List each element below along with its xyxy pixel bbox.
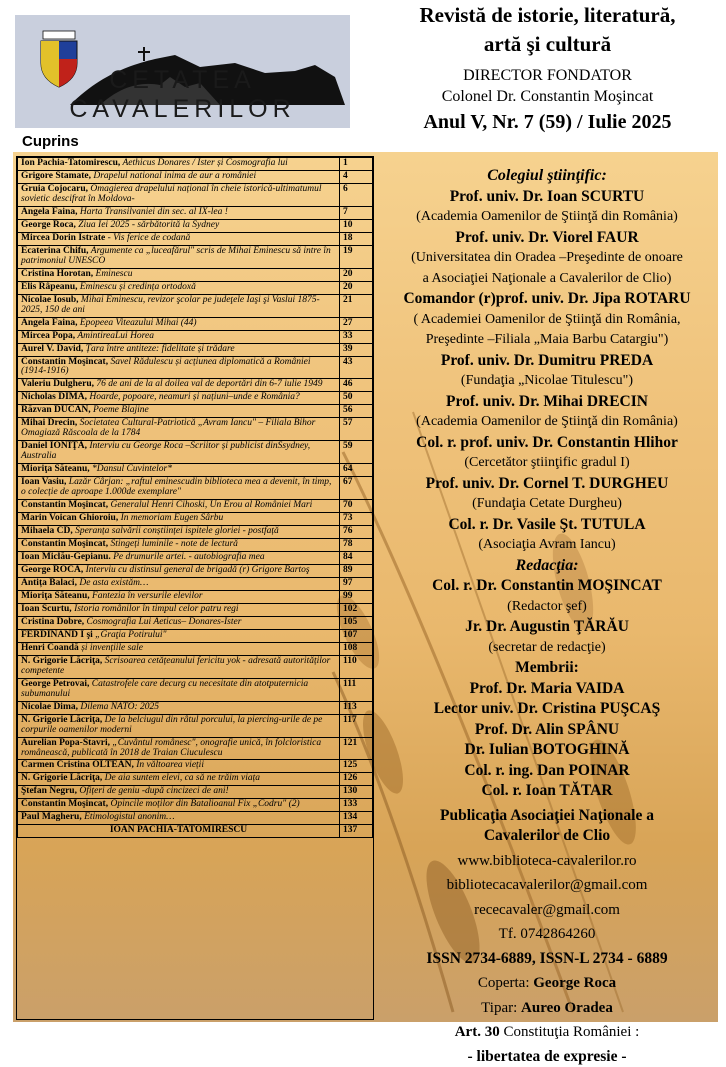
logo-title: CETATEA CAVALERILOR <box>15 66 350 124</box>
toc-entry <box>18 616 340 629</box>
toc-row <box>18 464 373 477</box>
toc-entry <box>18 500 340 513</box>
toc-page-number: 39 <box>340 343 373 356</box>
toc-row <box>18 158 373 171</box>
board-member-line: (Cercetător ştiinţific gradul I) <box>378 453 716 474</box>
toc-title: Interviu cu distinsul general de brigadă (r) Grigore Bartoş <box>83 565 309 575</box>
toc-row <box>18 477 373 500</box>
toc-entry <box>18 405 340 418</box>
toc-author: Ioan Vasiu, <box>21 477 66 487</box>
toc-row <box>18 500 373 513</box>
toc-row <box>18 642 373 655</box>
toc-page-number: 21 <box>340 294 373 317</box>
director-label: DIRECTOR FONDATOR <box>375 65 720 86</box>
toc-page-number: 76 <box>340 526 373 539</box>
article-text: Constituţia României : <box>500 1024 640 1040</box>
toc-title: Poeme Blajine <box>91 405 149 415</box>
toc-entry <box>18 464 340 477</box>
board-member-line: (Asociaţia Avram Iancu) <box>378 535 716 556</box>
toc-heading: Cuprins <box>22 133 79 150</box>
toc-entry <box>18 701 340 714</box>
board-member-line: (Academia Oamenilor de Ştiinţă din România) <box>378 412 716 433</box>
cover-credit <box>378 973 716 994</box>
toc-author: Marin Voican Ghioroiu, <box>21 513 118 523</box>
toc-entry <box>18 629 340 642</box>
toc-title: Drapelul national inima de aur a româniei <box>91 171 256 181</box>
toc-title: Eminescu și credința ortodoxă <box>78 282 196 292</box>
toc-row <box>18 577 373 590</box>
toc-author: Nicholas DIMA, <box>21 392 87 402</box>
magazine-subtitle-line1: Revistă de istorie, literatură, <box>375 2 720 29</box>
toc-author: Daniel IONIŢĂ, <box>21 441 87 451</box>
toc-page-number: 73 <box>340 513 373 526</box>
toc-entry <box>18 158 340 171</box>
toc-page-number: 125 <box>340 760 373 773</box>
editor-line: (Redactor şef) <box>378 597 716 618</box>
toc-entry <box>18 183 340 206</box>
toc-row <box>18 206 373 219</box>
toc-title: Aethicus Donares / Ister și Cosmografia lui <box>120 158 288 168</box>
toc-entry <box>18 812 340 825</box>
toc-entry <box>18 564 340 577</box>
toc-page-number: 50 <box>340 392 373 405</box>
toc-entry <box>18 714 340 737</box>
toc-row <box>18 564 373 577</box>
email-link-primary[interactable]: bibliotecacavalerilor@gmail.com <box>378 875 716 896</box>
toc-row <box>18 799 373 812</box>
print-label: Tipar: <box>481 1000 521 1016</box>
toc-title: „Cuvântul românesc", onografie unică, în folcloristica românească, publicată în 2018 de Traian Ciuculescu <box>21 738 321 758</box>
toc-row <box>18 268 373 281</box>
toc-title: Mihai Eminescu, revizor şcolar pe judeţele Iaşi şi Vaslui 1875- 2025, 150 de ani <box>21 295 320 315</box>
board-member-line: ( Academiei Oamenilor de Ştiinţă din România, <box>378 310 716 331</box>
toc-entry <box>18 281 340 294</box>
toc-author: FERDINAND I şi <box>21 630 93 640</box>
toc-entry <box>18 392 340 405</box>
toc-page-number: 134 <box>340 812 373 825</box>
toc-row <box>18 526 373 539</box>
toc-page-number: 111 <box>340 678 373 701</box>
board-member-line: Preşedinte –Filiala „Maia Barbu Catargiu") <box>378 330 716 351</box>
toc-row <box>18 281 373 294</box>
toc-title: Savel Rădulescu și acțiunea diplomatică a României (1914-1916) <box>21 357 310 377</box>
toc-title: Eminescu <box>93 269 132 279</box>
toc-author: Ecaterina Chifu, <box>21 246 89 256</box>
toc-author: Răzvan DUCAN, <box>21 405 91 415</box>
toc-author: George Petrovai, <box>21 679 89 689</box>
toc-entry <box>18 513 340 526</box>
toc-entry <box>18 206 340 219</box>
toc-page-number: 133 <box>340 799 373 812</box>
toc-author: Mioriţa Săteanu, <box>21 464 90 474</box>
toc-author: Nicolae Iosub, <box>21 295 79 305</box>
toc-title: De la belciugul din râtul porcului, la piercing-urile de pe corpurile oamenilor moderni <box>21 715 322 735</box>
toc-row <box>18 513 373 526</box>
toc-title: Lazăr Cârjan: „raftul eminescudin biblioteca mea a devenit, în timp, o colecție de aproape 1.000de exemplare" <box>21 477 331 497</box>
board-member-line: Prof. univ. Dr. Cornel T. DURGHEU <box>378 474 716 495</box>
issue-number: Anul V, Nr. 7 (59) / Iulie 2025 <box>375 111 720 134</box>
members-heading: Membrii: <box>378 658 716 679</box>
toc-author: Elis Râpeanu, <box>21 282 78 292</box>
toc-entry <box>18 552 340 565</box>
toc-author: Ioan Miclău-Gepianu. <box>21 552 111 562</box>
toc-author: Aurelian Popa-Stavri, <box>21 738 110 748</box>
cover-label: Coperta: <box>478 975 533 991</box>
issn: ISSN 2734-6889, ISSN-L 2734 - 6889 <box>378 949 716 970</box>
board-list <box>378 187 716 556</box>
toc-row <box>18 392 373 405</box>
toc-page-number: 20 <box>340 268 373 281</box>
toc-page-number: 107 <box>340 629 373 642</box>
toc-entry <box>18 294 340 317</box>
toc-row <box>18 786 373 799</box>
toc-author: Constantin Moşincat, <box>21 539 108 549</box>
toc-title: Stingeți luminile - note de lectură <box>108 539 238 549</box>
toc-author: Angela Faina, <box>21 318 77 328</box>
toc-page-number: 19 <box>340 245 373 268</box>
toc-row <box>18 343 373 356</box>
toc-page-number: 59 <box>340 441 373 464</box>
toc-entry <box>18 825 340 838</box>
toc-author: George ROCA, <box>21 565 83 575</box>
toc-author: Carmen Cristina OLTEAN, <box>21 760 134 770</box>
publisher-line2: Cavalerilor de Clio <box>378 826 716 847</box>
toc-page-number: 18 <box>340 232 373 245</box>
toc-author: Cristina Dobre, <box>21 617 84 627</box>
toc-row <box>18 603 373 616</box>
member-name: Prof. Dr. Maria VAIDA <box>378 679 716 700</box>
freedom-slogan: - libertatea de expresie - <box>378 1047 716 1067</box>
toc-entry <box>18 477 340 500</box>
toc-title: Cosmografia Lui Aeticus– Donares-Ister <box>84 617 241 627</box>
toc-row <box>18 356 373 379</box>
toc-title: Opincile moților din Batalioanul Fix „Codru" (2) <box>108 799 300 809</box>
toc-row <box>18 294 373 317</box>
board-member-line: (Fundaţia „Nicolae Titulescu") <box>378 371 716 392</box>
toc-entry <box>18 737 340 760</box>
toc-page-number: 121 <box>340 737 373 760</box>
toc-row <box>18 714 373 737</box>
toc-page-number: 20 <box>340 281 373 294</box>
members-list <box>378 679 716 802</box>
toc-title: Fantezia în versurile elevilor <box>90 591 203 601</box>
toc-page-number: 126 <box>340 773 373 786</box>
table-of-contents <box>16 156 374 1020</box>
toc-page-number: 67 <box>340 477 373 500</box>
toc-author: Mircea Popa, <box>21 331 75 341</box>
board-member-line: (Fundaţia Cetate Durgheu) <box>378 494 716 515</box>
toc-page-number: 7 <box>340 206 373 219</box>
toc-title: *Dansul Cuvintelor* <box>90 464 172 474</box>
toc-entry <box>18 590 340 603</box>
magazine-subtitle-line2: artă şi cultură <box>375 31 720 58</box>
toc-entry <box>18 330 340 343</box>
toc-author: Valeriu Dulgheru, <box>21 379 94 389</box>
toc-author: Mioriţa Săteanu, <box>21 591 90 601</box>
toc-row <box>18 616 373 629</box>
toc-page-number: 10 <box>340 219 373 232</box>
toc-author: N. Grigorie Lăcriţa, <box>21 656 102 666</box>
toc-author: Angela Faina, <box>21 207 77 217</box>
toc-title: De aia suntem elevi, ca să ne trăim viața <box>102 773 260 783</box>
toc-entry <box>18 356 340 379</box>
toc-page-number: 108 <box>340 642 373 655</box>
toc-title: Epopeea Viteazului Mihai (44) <box>77 318 196 328</box>
toc-author: Antița Balaci, <box>21 578 77 588</box>
toc-row <box>18 539 373 552</box>
constitution-article <box>378 1022 716 1043</box>
toc-title: 76 de ani de la al doilea val de deportări din 6-7 iulie 1949 <box>94 379 323 389</box>
toc-title: Catastrofele care decurg cu necesitate din atotputernicia subumanului <box>21 679 308 699</box>
toc-row <box>18 441 373 464</box>
toc-page-number: 56 <box>340 405 373 418</box>
toc-page-number: 43 <box>340 356 373 379</box>
toc-row <box>18 590 373 603</box>
board-member-line: (Academia Oamenilor de Ştiinţă din România) <box>378 207 716 228</box>
toc-author: N. Grigorie Lăcriţa, <box>21 773 102 783</box>
member-name: Prof. Dr. Alin SPÂNU <box>378 720 716 741</box>
print-credit <box>378 998 716 1019</box>
toc-page-number: 130 <box>340 786 373 799</box>
toc-author: Mihaela CD, <box>21 526 73 536</box>
toc-page-number: 78 <box>340 539 373 552</box>
toc-title: Argumente ca „luceafărul" scris de Mihai Eminescu să intre în patrimoniul UNESCO <box>21 246 331 266</box>
toc-author: Henri Coandă <box>21 643 79 653</box>
toc-entry <box>18 678 340 701</box>
board-member-line: Col. r. Dr. Vasile Şt. TUTULA <box>378 515 716 536</box>
toc-page-number: 105 <box>340 616 373 629</box>
toc-page-number: 117 <box>340 714 373 737</box>
toc-entry <box>18 655 340 678</box>
toc-page-number: 89 <box>340 564 373 577</box>
toc-title: De asta existăm… <box>77 578 149 588</box>
toc-entry <box>18 245 340 268</box>
toc-entry <box>18 773 340 786</box>
toc-title: Ofițeri de geniu -după cincizeci de ani! <box>77 786 229 796</box>
toc-title: „Graţia Potirului" <box>93 630 167 640</box>
toc-row <box>18 330 373 343</box>
toc-title: Speranța salvării conștiinței ispitele gloriei - postfață <box>73 526 279 536</box>
board-member-line: Prof. univ. Dr. Dumitru PREDA <box>378 351 716 372</box>
toc-entry <box>18 786 340 799</box>
toc-entry <box>18 170 340 183</box>
board-member-line: Prof. univ. Dr. Mihai DRECIN <box>378 392 716 413</box>
toc-entry <box>18 379 340 392</box>
print-name: Aureo Oradea <box>521 1000 613 1016</box>
member-name: Dr. Iulian BOTOGHINĂ <box>378 740 716 761</box>
toc-entry <box>18 219 340 232</box>
toc-row <box>18 812 373 825</box>
toc-author: Mircea Dorin Istrate <box>21 233 105 243</box>
toc-page-number: 102 <box>340 603 373 616</box>
toc-row <box>18 825 373 838</box>
toc-author: Constantin Moşincat, <box>21 357 108 367</box>
website-link[interactable]: www.biblioteca-cavalerilor.ro <box>378 851 716 872</box>
toc-title: Dilema NATO: 2025 <box>78 702 159 712</box>
toc-title: În văltoarea vieții <box>134 760 204 770</box>
toc-row <box>18 552 373 565</box>
toc-author: Grigore Stamate, <box>21 171 91 181</box>
toc-page-number: 46 <box>340 379 373 392</box>
masthead <box>375 0 720 134</box>
toc-page-number: 84 <box>340 552 373 565</box>
toc-author: Cristina Horotan, <box>21 269 93 279</box>
board-member-line: Prof. univ. Dr. Ioan SCURTU <box>378 187 716 208</box>
board-member-line: Comandor (r)prof. univ. Dr. Jipa ROTARU <box>378 289 716 310</box>
toc-entry <box>18 343 340 356</box>
publisher-line1: Publicaţia Asociaţiei Naţionale a <box>378 806 716 827</box>
toc-title: IOAN PACHIA-TATOMIRESCU <box>110 825 247 835</box>
toc-row <box>18 701 373 714</box>
toc-row <box>18 232 373 245</box>
editorial-info <box>378 166 716 1067</box>
toc-row <box>18 379 373 392</box>
toc-entry <box>18 603 340 616</box>
toc-author: George Roca, <box>21 220 76 230</box>
board-member-line: Prof. univ. Dr. Viorel FAUR <box>378 228 716 249</box>
toc-author: N. Grigorie Lăcriţa, <box>21 715 102 725</box>
toc-entry <box>18 642 340 655</box>
member-name: Lector univ. Dr. Cristina PUŞCAŞ <box>378 699 716 720</box>
toc-title: Pe drumurile artei. - autobiografia mea <box>111 552 265 562</box>
toc-row <box>18 737 373 760</box>
toc-author: Ioan Scurtu, <box>21 604 72 614</box>
toc-title: Etimologistul anonim… <box>82 812 175 822</box>
editorial-list <box>378 576 716 658</box>
toc-entry <box>18 317 340 330</box>
toc-page-number: 137 <box>340 825 373 838</box>
editorial-heading: Redacţia: <box>378 556 716 577</box>
toc-author: Paul Magheru, <box>21 812 82 822</box>
toc-page-number: 33 <box>340 330 373 343</box>
magazine-logo <box>15 15 350 128</box>
board-member-line: Col. r. prof. univ. Dr. Constantin Hlihor <box>378 433 716 454</box>
toc-author: Ştefan Negru, <box>21 786 77 796</box>
toc-page-number: 4 <box>340 170 373 183</box>
toc-title: Istoria românilor în timpul celor patru regi <box>72 604 239 614</box>
toc-entry <box>18 526 340 539</box>
toc-page-number: 113 <box>340 701 373 714</box>
toc-entry <box>18 232 340 245</box>
toc-title: Interviu cu George Roca –Scriitor și publicist dinSsydney, Australia <box>21 441 310 461</box>
editor-line: Jr. Dr. Augustin ŢĂRĂU <box>378 617 716 638</box>
toc-page-number: 1 <box>340 158 373 171</box>
toc-title: Scrisoarea cetățeanului fericitu yok - adresată autorităților competente <box>21 656 330 676</box>
toc-row <box>18 183 373 206</box>
toc-row <box>18 655 373 678</box>
editor-line: Col. r. Dr. Constantin MOŞINCAT <box>378 576 716 597</box>
toc-row <box>18 317 373 330</box>
toc-entry <box>18 441 340 464</box>
toc-author: Nicolae Dima, <box>21 702 78 712</box>
editor-line: (secretar de redacţie) <box>378 638 716 659</box>
board-heading: Colegiul ştiinţific: <box>378 166 716 187</box>
toc-page-number: 64 <box>340 464 373 477</box>
board-member-line: a Asociaţiei Naţionale a Cavalerilor de Clio) <box>378 269 716 290</box>
toc-title: Omagierea drapelului național în cheie istorică-ultimatumul sovietic descifrat în Moldova- <box>21 184 321 204</box>
toc-row <box>18 773 373 786</box>
toc-title: Harta Transilvaniei din sec. al IX-lea ! <box>77 207 227 217</box>
toc-title: - Vis ferice de codană <box>105 233 190 243</box>
toc-row <box>18 219 373 232</box>
email-link-secondary[interactable]: rececavaler@gmail.com <box>378 900 716 921</box>
cover-name: George Roca <box>533 975 616 991</box>
toc-title: AmintireaLui Horea <box>75 331 154 341</box>
toc-row <box>18 245 373 268</box>
director-name: Colonel Dr. Constantin Moşincat <box>375 86 720 107</box>
toc-author: Gruia Cojocaru, <box>21 184 88 194</box>
toc-page-number: 57 <box>340 418 373 441</box>
toc-entry <box>18 418 340 441</box>
toc-title: Generalul Henri Cihoski, Un Erou al României Mari <box>108 500 312 510</box>
article-label: Art. 30 <box>455 1024 500 1040</box>
toc-page-number: 97 <box>340 577 373 590</box>
toc-row <box>18 678 373 701</box>
toc-entry <box>18 268 340 281</box>
toc-author: Constantin Moşincat, <box>21 500 108 510</box>
toc-title: Hoarde, popoare, neamuri și națiuni–unde e România? <box>87 392 300 402</box>
toc-page-number: 110 <box>340 655 373 678</box>
toc-page-number: 6 <box>340 183 373 206</box>
toc-row <box>18 405 373 418</box>
toc-row <box>18 760 373 773</box>
toc-entry <box>18 577 340 590</box>
toc-row <box>18 170 373 183</box>
member-name: Col. r. Ioan TĂTAR <box>378 781 716 802</box>
toc-page-number: 99 <box>340 590 373 603</box>
toc-table <box>17 157 373 838</box>
toc-title: Ziua Iei 2025 - sărbătorită la Sydney <box>76 220 219 230</box>
toc-row <box>18 629 373 642</box>
toc-author: Constantin Moşincat, <box>21 799 108 809</box>
toc-title: In memoriam Eugen Sârbu <box>118 513 223 523</box>
toc-author: Ion Pachia-Tatomirescu, <box>21 158 120 168</box>
toc-title: Țara între antiteze: fidelitate și trădare <box>83 344 234 354</box>
board-member-line: (Universitatea din Oradea –Preşedinte de onoare <box>378 248 716 269</box>
toc-entry <box>18 760 340 773</box>
toc-author: Mihai Drecin, <box>21 418 77 428</box>
toc-page-number: 27 <box>340 317 373 330</box>
toc-title: și invențiile sale <box>79 643 143 653</box>
toc-entry <box>18 799 340 812</box>
phone-number: Tf. 0742864260 <box>378 924 716 945</box>
member-name: Col. r. ing. Dan POINAR <box>378 761 716 782</box>
toc-title: Societatea Cultural-Patriotică „Avram Iancu" – Filiala Bihor Omagiază Răscoala de la 1784 <box>21 418 315 438</box>
toc-entry <box>18 539 340 552</box>
toc-page-number: 70 <box>340 500 373 513</box>
toc-author: Aurel V. David, <box>21 344 83 354</box>
toc-row <box>18 418 373 441</box>
